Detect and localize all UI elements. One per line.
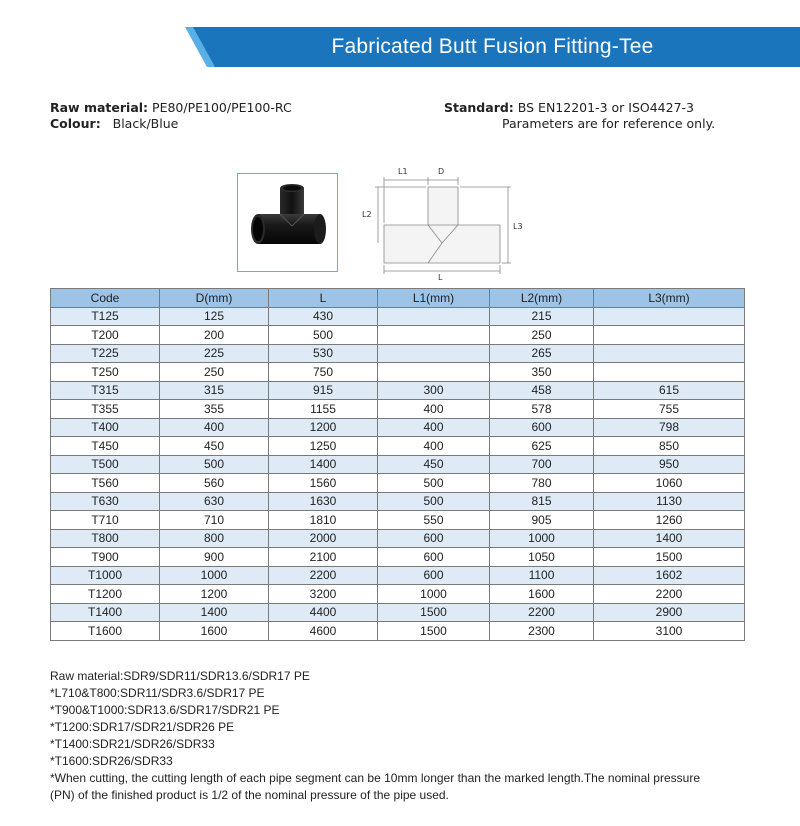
table-cell: 1155 [269, 400, 378, 419]
table-cell: 215 [490, 307, 594, 326]
tee-fitting-image [238, 174, 337, 271]
table-cell: T125 [51, 307, 160, 326]
table-cell: 600 [490, 418, 594, 437]
table-cell: T710 [51, 511, 160, 530]
table-cell: T500 [51, 455, 160, 474]
table-cell: T800 [51, 529, 160, 548]
note-line: *L710&T800:SDR11/SDR3.6/SDR17 PE [50, 686, 265, 700]
table-cell [594, 307, 745, 326]
column-header: L1(mm) [378, 289, 490, 308]
table-cell: 1600 [160, 622, 269, 641]
cutting-note: *When cutting, the cutting length of each pipe segment can be 10mm longer than the marked length.The nominal pressure (PN) of the finished product is 1/2 of the nominal pressure of the pipe used. [50, 771, 700, 802]
table-cell: 1400 [269, 455, 378, 474]
table-cell: T900 [51, 548, 160, 567]
table-row [51, 622, 745, 641]
table-cell: T400 [51, 418, 160, 437]
table-cell: 755 [594, 400, 745, 419]
table-cell: 625 [490, 437, 594, 456]
label-l3: L3 [513, 222, 523, 231]
dimension-table [50, 288, 745, 641]
note-line: *T1400:SDR21/SDR26/SDR33 [50, 737, 215, 751]
table-cell: 850 [594, 437, 745, 456]
table-row [51, 344, 745, 363]
table-cell: 1200 [160, 585, 269, 604]
table-cell: 550 [378, 511, 490, 530]
table-cell: 500 [160, 455, 269, 474]
label-l: L [438, 273, 443, 282]
table-cell: 600 [378, 529, 490, 548]
table-cell: 1400 [160, 603, 269, 622]
table-cell: 2200 [269, 566, 378, 585]
table-cell: 1000 [490, 529, 594, 548]
table-cell: 710 [160, 511, 269, 530]
label-l1: L1 [398, 167, 408, 176]
column-header: Code [51, 289, 160, 308]
table-row [51, 566, 745, 585]
colour-label: Colour: [50, 116, 101, 131]
table-cell: T1200 [51, 585, 160, 604]
table-cell: 1000 [160, 566, 269, 585]
note-line: *T1600:SDR26/SDR33 [50, 754, 173, 768]
table-cell: 1810 [269, 511, 378, 530]
table-cell: 798 [594, 418, 745, 437]
table-cell: 2300 [490, 622, 594, 641]
table-cell: 600 [378, 548, 490, 567]
table-cell: 450 [160, 437, 269, 456]
table-row [51, 529, 745, 548]
raw-material-value: PE80/PE100/PE100-RC [152, 100, 292, 115]
table-cell: T450 [51, 437, 160, 456]
table-cell: 950 [594, 455, 745, 474]
table-cell: 1500 [378, 603, 490, 622]
table-cell: 2100 [269, 548, 378, 567]
table-row [51, 585, 745, 604]
table-body [51, 307, 745, 640]
table-cell: 4400 [269, 603, 378, 622]
table-cell: T1000 [51, 566, 160, 585]
notes-section [50, 668, 700, 804]
table-cell: 400 [378, 437, 490, 456]
table-row [51, 437, 745, 456]
table-cell: 750 [269, 363, 378, 382]
table-cell: 905 [490, 511, 594, 530]
table-cell: 350 [490, 363, 594, 382]
table-cell: 780 [490, 474, 594, 493]
column-header: L3(mm) [594, 289, 745, 308]
table-cell: T225 [51, 344, 160, 363]
standard-label: Standard: [444, 100, 514, 115]
table-cell: T1600 [51, 622, 160, 641]
table-row [51, 492, 745, 511]
table-row [51, 307, 745, 326]
table-cell: 1560 [269, 474, 378, 493]
table-row [51, 418, 745, 437]
reference-note: Parameters are for reference only. [502, 116, 716, 131]
table-cell: 2200 [594, 585, 745, 604]
table-cell: 815 [490, 492, 594, 511]
table-cell: T200 [51, 326, 160, 345]
table-cell: 430 [269, 307, 378, 326]
table-cell [594, 344, 745, 363]
column-header: L [269, 289, 378, 308]
table-cell: 125 [160, 307, 269, 326]
label-l2: L2 [362, 210, 372, 219]
table-cell: 1200 [269, 418, 378, 437]
table-cell: 800 [160, 529, 269, 548]
table-cell: 1602 [594, 566, 745, 585]
table-row [51, 474, 745, 493]
table-cell: 315 [160, 381, 269, 400]
table-cell: 400 [160, 418, 269, 437]
dimension-diagram [358, 163, 538, 283]
table-header-row [51, 289, 745, 308]
raw-material-label: Raw material: [50, 100, 149, 115]
page-title: Fabricated Butt Fusion Fitting-Tee [331, 35, 654, 58]
table-cell [594, 326, 745, 345]
table-row [51, 326, 745, 345]
note-line: Raw material:SDR9/SDR11/SDR13.6/SDR17 PE [50, 669, 310, 683]
table-cell: 400 [378, 400, 490, 419]
table-cell: 500 [269, 326, 378, 345]
note-line: *T900&T1000:SDR13.6/SDR17/SDR21 PE [50, 703, 280, 717]
table-row [51, 548, 745, 567]
table-cell: 1050 [490, 548, 594, 567]
table-cell: 1250 [269, 437, 378, 456]
table-cell: 250 [490, 326, 594, 345]
colour-value: Black/Blue [112, 116, 179, 131]
table-cell: 1600 [490, 585, 594, 604]
table-cell: 400 [378, 418, 490, 437]
table-cell: 450 [378, 455, 490, 474]
table-cell: 615 [594, 381, 745, 400]
standard-spec [444, 100, 715, 132]
table-cell: 560 [160, 474, 269, 493]
table-cell: 1260 [594, 511, 745, 530]
table-cell: 600 [378, 566, 490, 585]
label-d: D [438, 167, 445, 176]
table-cell: 500 [378, 492, 490, 511]
table-cell: 225 [160, 344, 269, 363]
table-cell [378, 363, 490, 382]
table-cell: T250 [51, 363, 160, 382]
table-cell: 1500 [378, 622, 490, 641]
column-header: D(mm) [160, 289, 269, 308]
table-cell [378, 344, 490, 363]
table-cell: 1000 [378, 585, 490, 604]
table-cell: 530 [269, 344, 378, 363]
table-cell: 1060 [594, 474, 745, 493]
table-cell: 630 [160, 492, 269, 511]
table-cell: T1400 [51, 603, 160, 622]
table-cell: 915 [269, 381, 378, 400]
table-cell: 265 [490, 344, 594, 363]
table-row [51, 363, 745, 382]
product-photo [237, 173, 338, 272]
table-row [51, 511, 745, 530]
title-banner [185, 27, 800, 67]
table-cell [378, 326, 490, 345]
table-row [51, 381, 745, 400]
table-cell [378, 307, 490, 326]
table-cell: 3100 [594, 622, 745, 641]
material-spec [50, 100, 292, 132]
note-lines [50, 668, 700, 770]
table-cell: T560 [51, 474, 160, 493]
table-cell: 2200 [490, 603, 594, 622]
table-cell: 1130 [594, 492, 745, 511]
table-cell: T315 [51, 381, 160, 400]
table-cell: 458 [490, 381, 594, 400]
table-cell: 1400 [594, 529, 745, 548]
table-cell: T630 [51, 492, 160, 511]
table-cell [594, 363, 745, 382]
note-line: *T1200:SDR17/SDR21/SDR26 PE [50, 720, 235, 734]
table-cell: 578 [490, 400, 594, 419]
table-row [51, 455, 745, 474]
standard-value: BS EN12201-3 or ISO4427-3 [517, 100, 695, 115]
tee-dimension-drawing [358, 163, 538, 288]
table-cell: 700 [490, 455, 594, 474]
table-cell: 900 [160, 548, 269, 567]
table-cell: 1100 [490, 566, 594, 585]
table-cell: 355 [160, 400, 269, 419]
table-cell: 4600 [269, 622, 378, 641]
table-cell: 1500 [594, 548, 745, 567]
table-cell: 2900 [594, 603, 745, 622]
table-cell: 3200 [269, 585, 378, 604]
table-cell: 2000 [269, 529, 378, 548]
table-row [51, 603, 745, 622]
table-cell: 300 [378, 381, 490, 400]
table-cell: 1630 [269, 492, 378, 511]
table-cell: T355 [51, 400, 160, 419]
table-row [51, 400, 745, 419]
table-cell: 500 [378, 474, 490, 493]
table-cell: 250 [160, 363, 269, 382]
table-cell: 200 [160, 326, 269, 345]
column-header: L2(mm) [490, 289, 594, 308]
